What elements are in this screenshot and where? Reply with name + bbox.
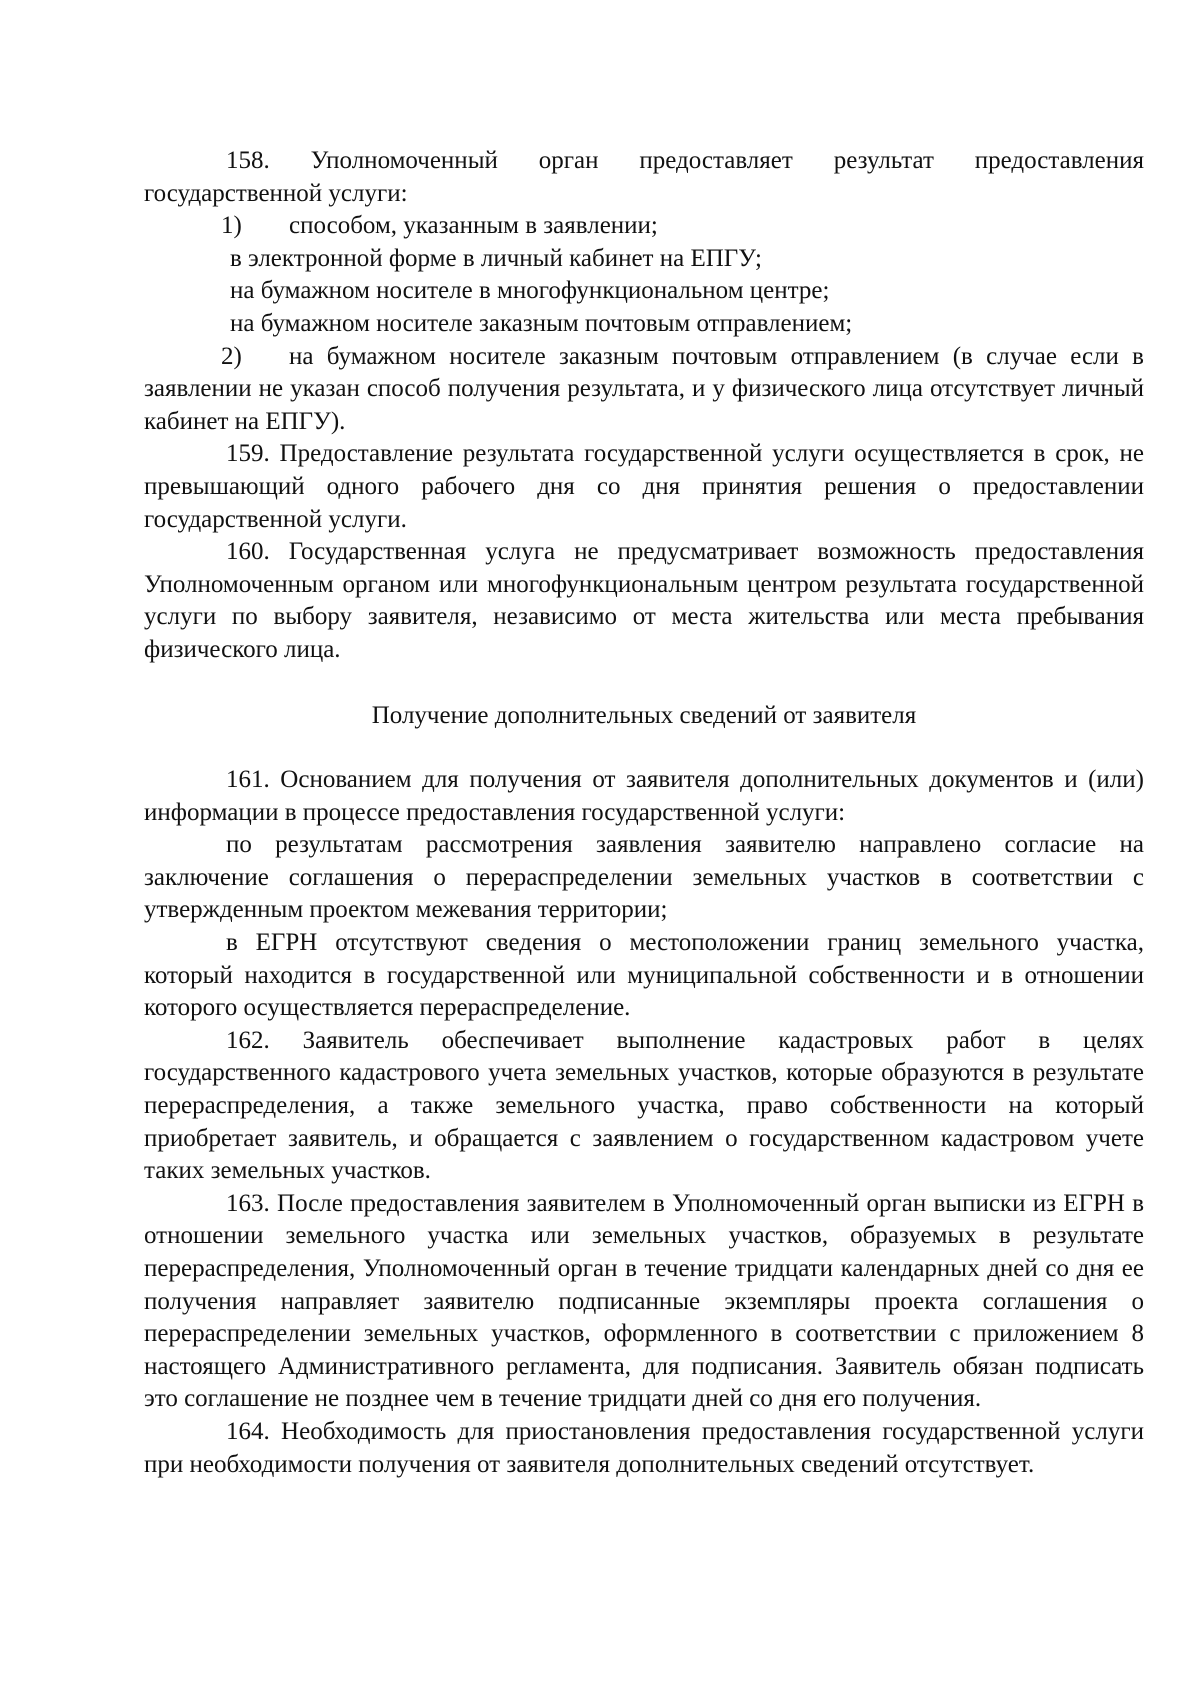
list-item-1	[144, 210, 1144, 243]
list-item-2-number: 2)	[221, 342, 242, 370]
paragraph-163: 163. После предоставления заявителем в Уполномоченный орган выписки из ЕГРН в отношении земельного участка или земельных участков, образуемых в результате перераспределения, Уполномоченный орган в течение тридцати календарных дней со дня ее получения направляет заявителю подписанные экземпляры проекта соглашения о перераспределении земельных участков, оформленного в соответствии с приложением 8 настоящего Административного регламента, для подписания. Заявитель обязан подписать это соглашение не позднее чем в течение тридцати дней со дня его получения.	[144, 1189, 1144, 1413]
list-item-2	[144, 341, 1144, 439]
section-heading: Получение дополнительных сведений от заявителя	[371, 701, 917, 729]
list-item-1-number: 1)	[221, 212, 242, 240]
sub-item-post: на бумажном носителе заказным почтовым отправлением;	[230, 309, 853, 337]
paragraph-161: 161. Основанием для получения от заявителя дополнительных документов и (или) информации в процессе предоставления государственной услуги:	[144, 766, 1144, 826]
paragraph-160: 160. Государственная услуга не предусматривает возможность предоставления Уполномоченным органом или многофункциональным центром результата государственной услуги по выбору заявителя, независимо от места жительства или места пребывания физического лица.	[144, 538, 1144, 663]
paragraph-164: 164. Необходимость для приостановления предоставления государственной услуги при необходимости получения от заявителя дополнительных сведений отсутствует.	[144, 1417, 1144, 1478]
paragraph-158: 158. Уполномоченный орган предоставляет результат предоставления государственной услуги:	[144, 147, 1144, 207]
list-item-1-text: способом, указанным в заявлении;	[289, 212, 658, 240]
paragraph-159: 159. Предоставление результата государственной услуги осуществляется в срок, не превышающий одного рабочего дня со дня принятия решения о предоставлении государственной услуги.	[144, 440, 1144, 533]
paragraph-162: 162. Заявитель обеспечивает выполнение кадастровых работ в целях государственного кадастрового учета земельных участков, которые образуются в результате перераспределения, а также земельного участка, право собственности на который приобретает заявитель, и обращается с заявлением о государственном кадастровом учете таких земельных участков.	[144, 1026, 1144, 1185]
sub-item-mfc: на бумажном носителе в многофункциональном центре;	[230, 277, 830, 305]
paragraph-161-a: по результатам рассмотрения заявления заявителю направлено согласие на заключение соглашения о перераспределении земельных участков в соответствии с утвержденным проектом межевания территории;	[144, 831, 1144, 924]
sub-item-electronic: в электронной форме в личный кабинет на ЕПГУ;	[230, 244, 762, 272]
document-page	[144, 145, 1144, 1481]
paragraph-161-b: в ЕГРН отсутствуют сведения о местоположении границ земельного участка, который находится в государственной или муниципальной собственности и в отношении которого осуществляется перераспределение.	[144, 929, 1144, 1022]
list-item-2-text: на бумажном носителе заказным почтовым отправлением (в случае если в заявлении не указан способ получения результата, и у физического лица отсутствует личный кабинет на ЕПГУ).	[144, 342, 1144, 435]
